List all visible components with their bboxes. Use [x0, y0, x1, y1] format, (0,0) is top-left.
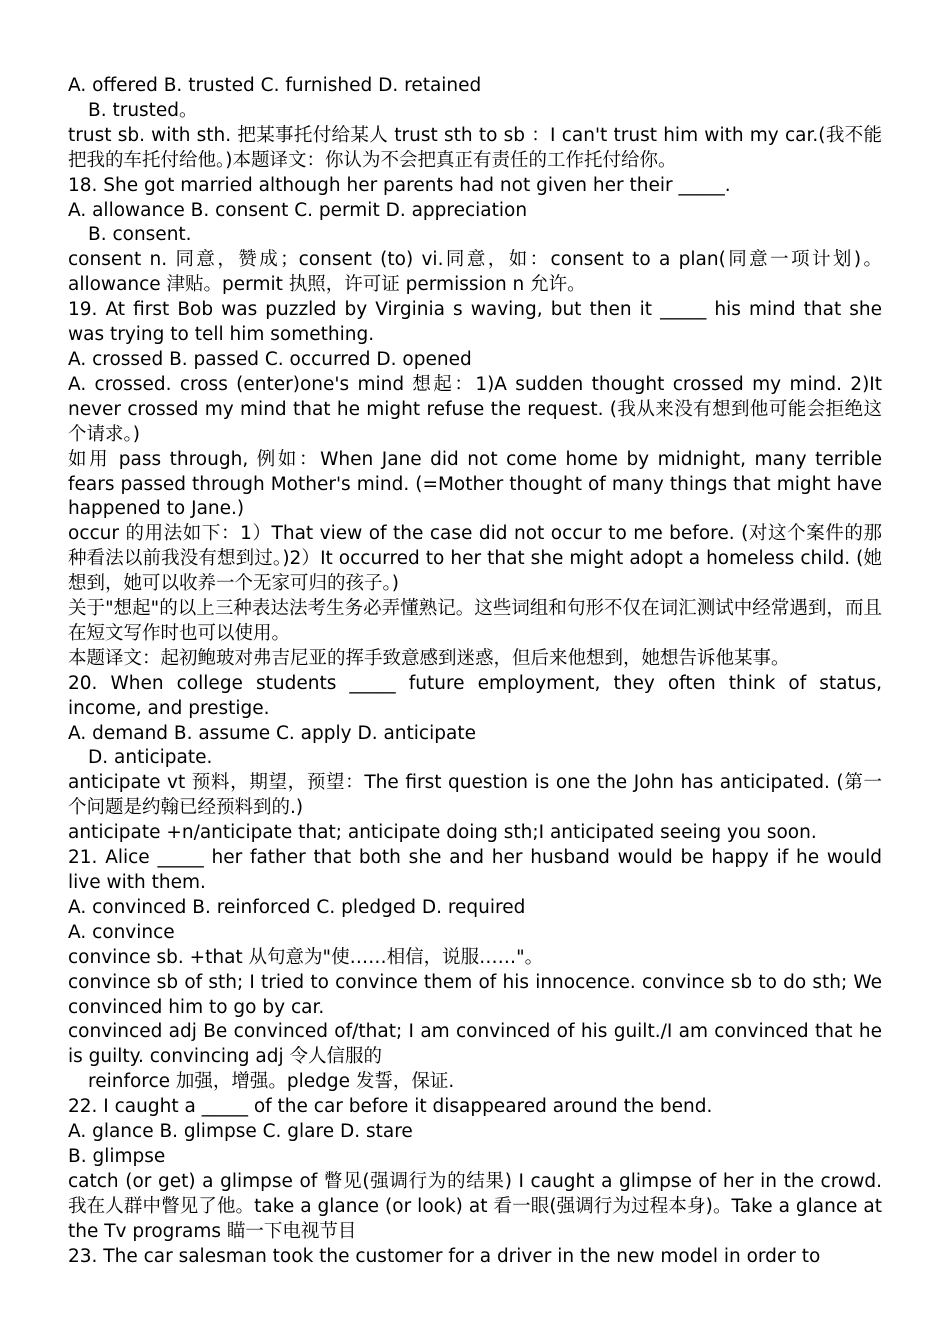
paragraph: convince sb of sth; I tried to convince them of his innocence. convince sb to do sth; We convinced him to go by car.: [68, 971, 882, 1018]
paragraph: A. convince: [68, 921, 175, 943]
paragraph: 如用 pass through, 例如：When Jane did not come home by midnight, many terrible fears passed through Mother's mind. (=Mother thought of many things that might have happened to Jane.): [68, 448, 882, 520]
paragraph: convince sb. +that 从句意为"使……相信，说服……"。: [68, 946, 544, 968]
paragraph: A. convinced B. reinforced C. pledged D. required: [68, 896, 526, 918]
paragraph: A. glance B. glimpse C. glare D. stare: [68, 1121, 413, 1143]
paragraph: A. allowance B. consent C. permit D. appreciation: [68, 199, 528, 221]
paragraph: anticipate +n/anticipate that; anticipate doing sth;I anticipated seeing you soon.: [68, 822, 817, 844]
paragraph: B. consent.: [88, 224, 192, 246]
paragraph: 23. The car salesman took the customer for a driver in the new model in order to: [68, 1245, 821, 1267]
paragraph: D. anticipate.: [88, 747, 213, 769]
paragraph: 关于"想起"的以上三种表达法考生务必弄懂熟记。这些词组和句形不仅在词汇测试中经常遇到，而且在短文写作时也可以使用。: [68, 598, 882, 644]
paragraph: A. demand B. assume C. apply D. anticipate: [68, 722, 476, 744]
paragraph: A. offered B. trusted C. furnished D. retained: [68, 75, 482, 96]
paragraph: consent n. 同意，赞成；consent (to) vi.同意，如：consent to a plan(同意一项计划)。allowance 津贴。permit 执照，许可证 permission n 允许。: [68, 249, 882, 296]
paragraph: catch (or get) a glimpse of 瞥见(强调行为的结果) I caught a glimpse of her in the crowd. 我在人群中瞥见了他。take a glance (or look) at 看一眼(强调行为过程本身)。Take a glance at the Tv programs 瞄一下电视节目: [68, 1170, 882, 1242]
paragraph: B. trusted。: [88, 99, 198, 121]
paragraph: anticipate vt 预料，期望，预望：The first question is one the John has anticipated. (第一个问题是约翰已经预料到的.): [68, 772, 882, 819]
paragraph: A. crossed. cross (enter)one's mind 想起：1)A sudden thought crossed my mind. 2)It never crossed my mind that he might refuse the request. (我从来没有想到他可能会拒绝这个请求。): [68, 373, 882, 445]
paragraph: reinforce 加强，增强。pledge 发誓，保证.: [88, 1071, 455, 1093]
document-body: [68, 74, 882, 1270]
paragraph: 18. She got married although her parents had not given her their _____.: [68, 174, 731, 196]
paragraph: convinced adj Be convinced of/that; I am convinced of his guilt./I am convinced that he is guilty. convincing adj 令人信服的: [68, 1021, 882, 1068]
paragraph: 21. Alice _____ her father that both she and her husband would be happy if he would live with them.: [68, 847, 882, 893]
paragraph: A. crossed B. passed C. occurred D. opened: [68, 348, 472, 370]
paragraph: B. glimpse: [68, 1145, 166, 1167]
paragraph: occur 的用法如下：1）That view of the case did not occur to me before. (对这个案件的那种看法以前我没有想到过。)2）It occurred to her that she might adopt a homeless child. (她想到，她可以收养一个无家可归的孩子。): [68, 523, 882, 595]
paragraph: trust sb. with sth. 把某事托付给某人 trust sth to sb ：I can't trust him with my car.(我不能把我的车托付给他。)本题译文：你认为不会把真正有责任的工作托付给你。: [68, 124, 882, 171]
paragraph: 20. When college students _____ future employment, they often think of status, income, and prestige.: [68, 672, 882, 719]
paragraph: 19. At first Bob was puzzled by Virginia s waving, but then it _____ his mind that she was trying to tell him something.: [68, 299, 882, 346]
paragraph: 22. I caught a _____ of the car before it disappeared around the bend.: [68, 1096, 713, 1118]
paragraph: 本题译文：起初鲍玻对弗吉尼亚的挥手致意感到迷惑，但后来他想到，她想告诉他某事。: [68, 647, 790, 669]
